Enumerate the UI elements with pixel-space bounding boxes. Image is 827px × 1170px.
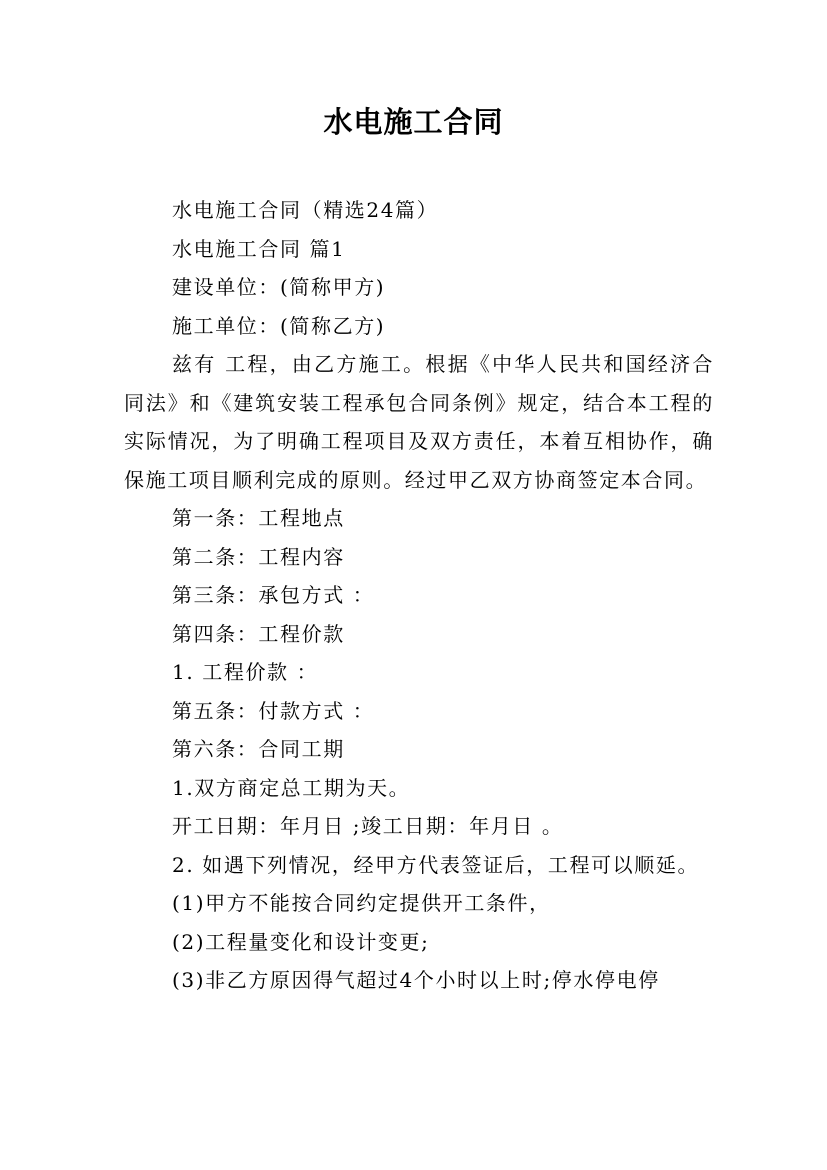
condition-1: (1)甲方不能按合同约定提供开工条件， — [172, 891, 551, 915]
clause-6: 第六条：合同工期 — [172, 737, 345, 761]
party-b-line: 施工单位：(简称乙方) — [172, 313, 386, 338]
document-body — [124, 191, 714, 1000]
subtitle-line: 水电施工合同（精选24篇） — [172, 198, 439, 222]
clause-4-item-1: 1. 工程价款 ： — [172, 660, 319, 684]
clause-6-item-2: 2. 如遇下列情况，经甲方代表签证后，工程可以顺延。 — [172, 852, 700, 877]
clause-5: 第五条：付款方式 ： — [172, 698, 375, 723]
section-heading: 水电施工合同 篇1 — [172, 236, 346, 261]
clause-1: 第一条：工程地点 — [172, 506, 345, 530]
preamble-paragraph: 兹有 工程，由乙方施工。根据《中华人民共和国经济合同法》和《建筑安装工程承包合同条例》规定，结合本工程的实际情况，为了明确工程项目及双方责任，本着互相协作，确保施工项目顺利完成的原则。经过甲乙双方协商签定本合同。 — [124, 352, 714, 492]
clause-2: 第二条：工程内容 — [172, 544, 345, 569]
condition-3: (3)非乙方原因得气超过4个小时以上时;停水停电停 — [172, 968, 660, 992]
clause-3: 第三条：承包方式 ： — [172, 583, 375, 607]
clause-4: 第四条：工程价款 — [172, 621, 345, 646]
document-title: 水电施工合同 — [323, 105, 504, 139]
condition-2: (2)工程量变化和设计变更; — [172, 929, 430, 954]
clause-6-item-1: 1.双方商定总工期为天。 — [172, 775, 411, 800]
party-a-line: 建设单位：(简称甲方) — [172, 275, 386, 299]
dates-line: 开工日期：年月日 ;竣工日期：年月日 。 — [172, 814, 564, 838]
